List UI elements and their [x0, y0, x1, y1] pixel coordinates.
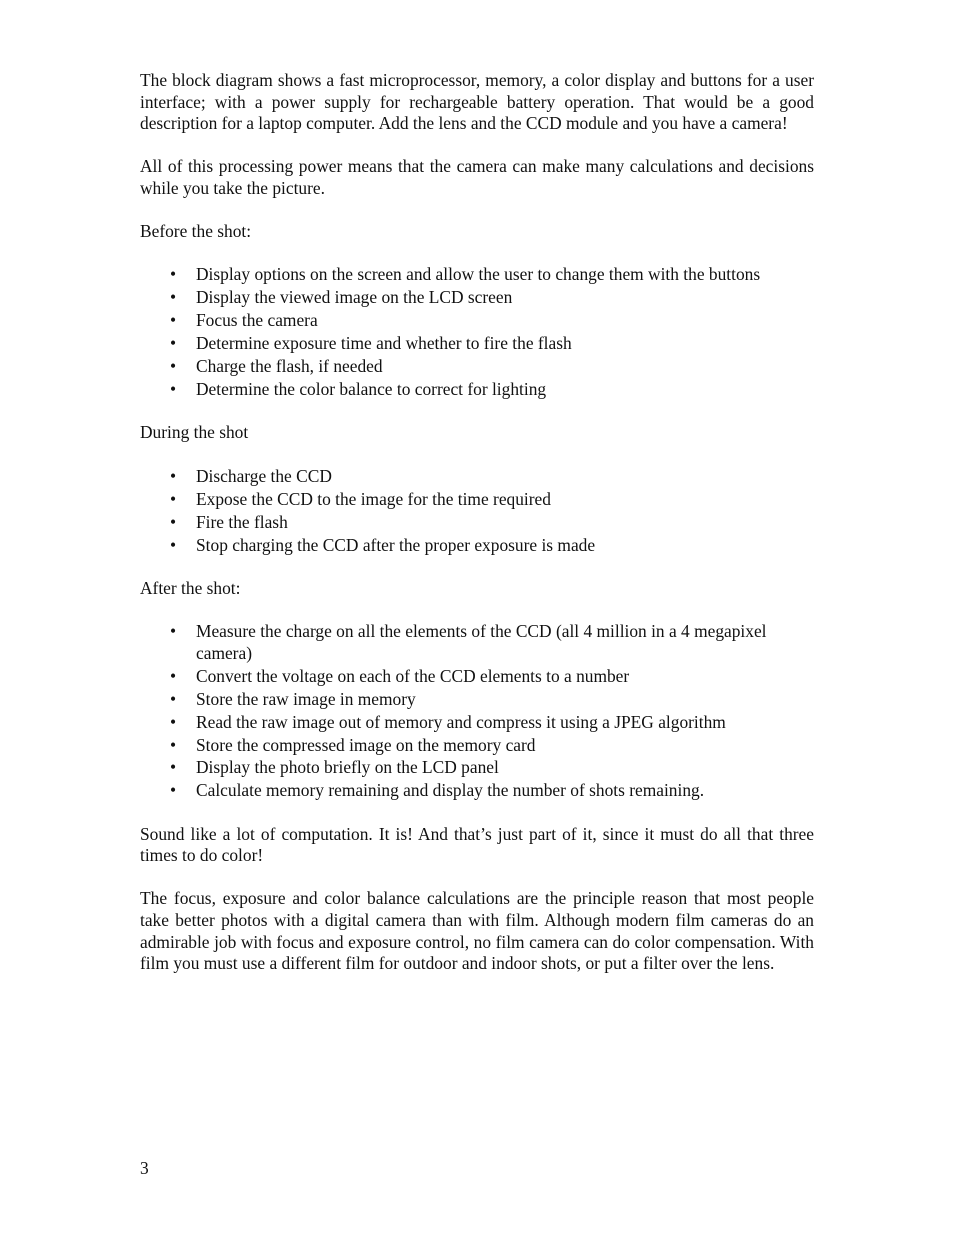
bullet-icon: •: [170, 734, 177, 755]
computation-paragraph: Sound like a lot of computation. It is! And that’s just part of it, since it must do all that three times to do color!: [140, 823, 814, 866]
bullet-icon: •: [170, 310, 177, 331]
list-item: [140, 666, 814, 688]
list-item: [140, 356, 814, 378]
list-item: [140, 735, 814, 757]
list-item-text: Store the raw image in memory: [196, 688, 416, 709]
intro-paragraph: The block diagram shows a fast microprocessor, memory, a color display and buttons for a user interface; with a power supply for rechargeable battery operation. That would be a good description for a laptop computer. Add the lens and the CCD module and you have a camera!: [140, 70, 814, 134]
list-item: [140, 466, 814, 488]
list-item: [140, 621, 814, 664]
bullet-icon: •: [170, 534, 177, 555]
list-item: [140, 757, 814, 779]
bullet-icon: •: [170, 711, 177, 732]
bullet-icon: •: [170, 287, 177, 308]
list-item-text: Expose the CCD to the image for the time required: [196, 488, 551, 509]
list-item-text: Fire the flash: [196, 511, 288, 532]
list-item: [140, 712, 814, 734]
list-item: [140, 535, 814, 557]
list-item-text: Stop charging the CCD after the proper exposure is made: [196, 534, 596, 555]
list-item-text: Focus the camera: [196, 310, 318, 331]
list-item: [140, 287, 814, 309]
during-shot-heading: During the shot: [140, 422, 249, 443]
bullet-icon: •: [170, 757, 177, 778]
bullet-icon: •: [170, 780, 177, 801]
list-item: [140, 489, 814, 511]
before-shot-list: [140, 264, 814, 401]
page-number: 3: [140, 1158, 149, 1178]
list-item-text: Charge the flash, if needed: [196, 356, 383, 377]
bullet-icon: •: [170, 488, 177, 509]
bullet-icon: •: [170, 511, 177, 532]
list-item-text: Display the photo briefly on the LCD panel: [196, 757, 499, 778]
after-shot-heading: After the shot:: [140, 577, 241, 598]
bullet-icon: •: [170, 264, 177, 285]
list-item: [140, 264, 814, 286]
bullet-icon: •: [170, 465, 177, 486]
during-shot-list: [140, 466, 814, 557]
list-item-text: Display the viewed image on the LCD screen: [196, 287, 513, 308]
list-item-text: Calculate memory remaining and display the number of shots remaining.: [196, 780, 705, 801]
focus-paragraph: The focus, exposure and color balance calculations are the principle reason that most people take better photos with a digital camera than with film. Although modern film cameras do an admirable job with focus and exposure control, no film camera can do color compensation. With film you must use a different film for outdoor and indoor shots, or put a filter over the lens.: [140, 888, 814, 974]
list-item: [140, 310, 814, 332]
list-item-text: Convert the voltage on each of the CCD elements to a number: [196, 665, 630, 686]
bullet-icon: •: [170, 688, 177, 709]
page-content: [140, 70, 814, 996]
list-item: [140, 780, 814, 802]
list-item-text: Determine the color balance to correct for lighting: [196, 379, 547, 400]
list-item-text: Read the raw image out of memory and compress it using a JPEG algorithm: [196, 711, 726, 732]
list-item-text: Store the compressed image on the memory card: [196, 734, 536, 755]
list-item: [140, 379, 814, 401]
list-item: [140, 689, 814, 711]
list-item: [140, 333, 814, 355]
processing-paragraph: All of this processing power means that the camera can make many calculations and decisions while you take the picture.: [140, 156, 814, 198]
list-item-text: Display options on the screen and allow the user to change them with the buttons: [196, 264, 761, 285]
bullet-icon: •: [170, 665, 177, 686]
before-shot-heading: Before the shot:: [140, 221, 252, 242]
list-item-text: Measure the charge on all the elements of the CCD (all 4 million in a 4 megapixel camera): [196, 620, 767, 663]
bullet-icon: •: [170, 333, 177, 354]
list-item-text: Determine exposure time and whether to fire the flash: [196, 333, 572, 354]
list-item: [140, 512, 814, 534]
bullet-icon: •: [170, 379, 177, 400]
bullet-icon: •: [170, 356, 177, 377]
after-shot-list: [140, 621, 814, 802]
list-item-text: Discharge the CCD: [196, 465, 332, 486]
bullet-icon: •: [170, 620, 177, 641]
